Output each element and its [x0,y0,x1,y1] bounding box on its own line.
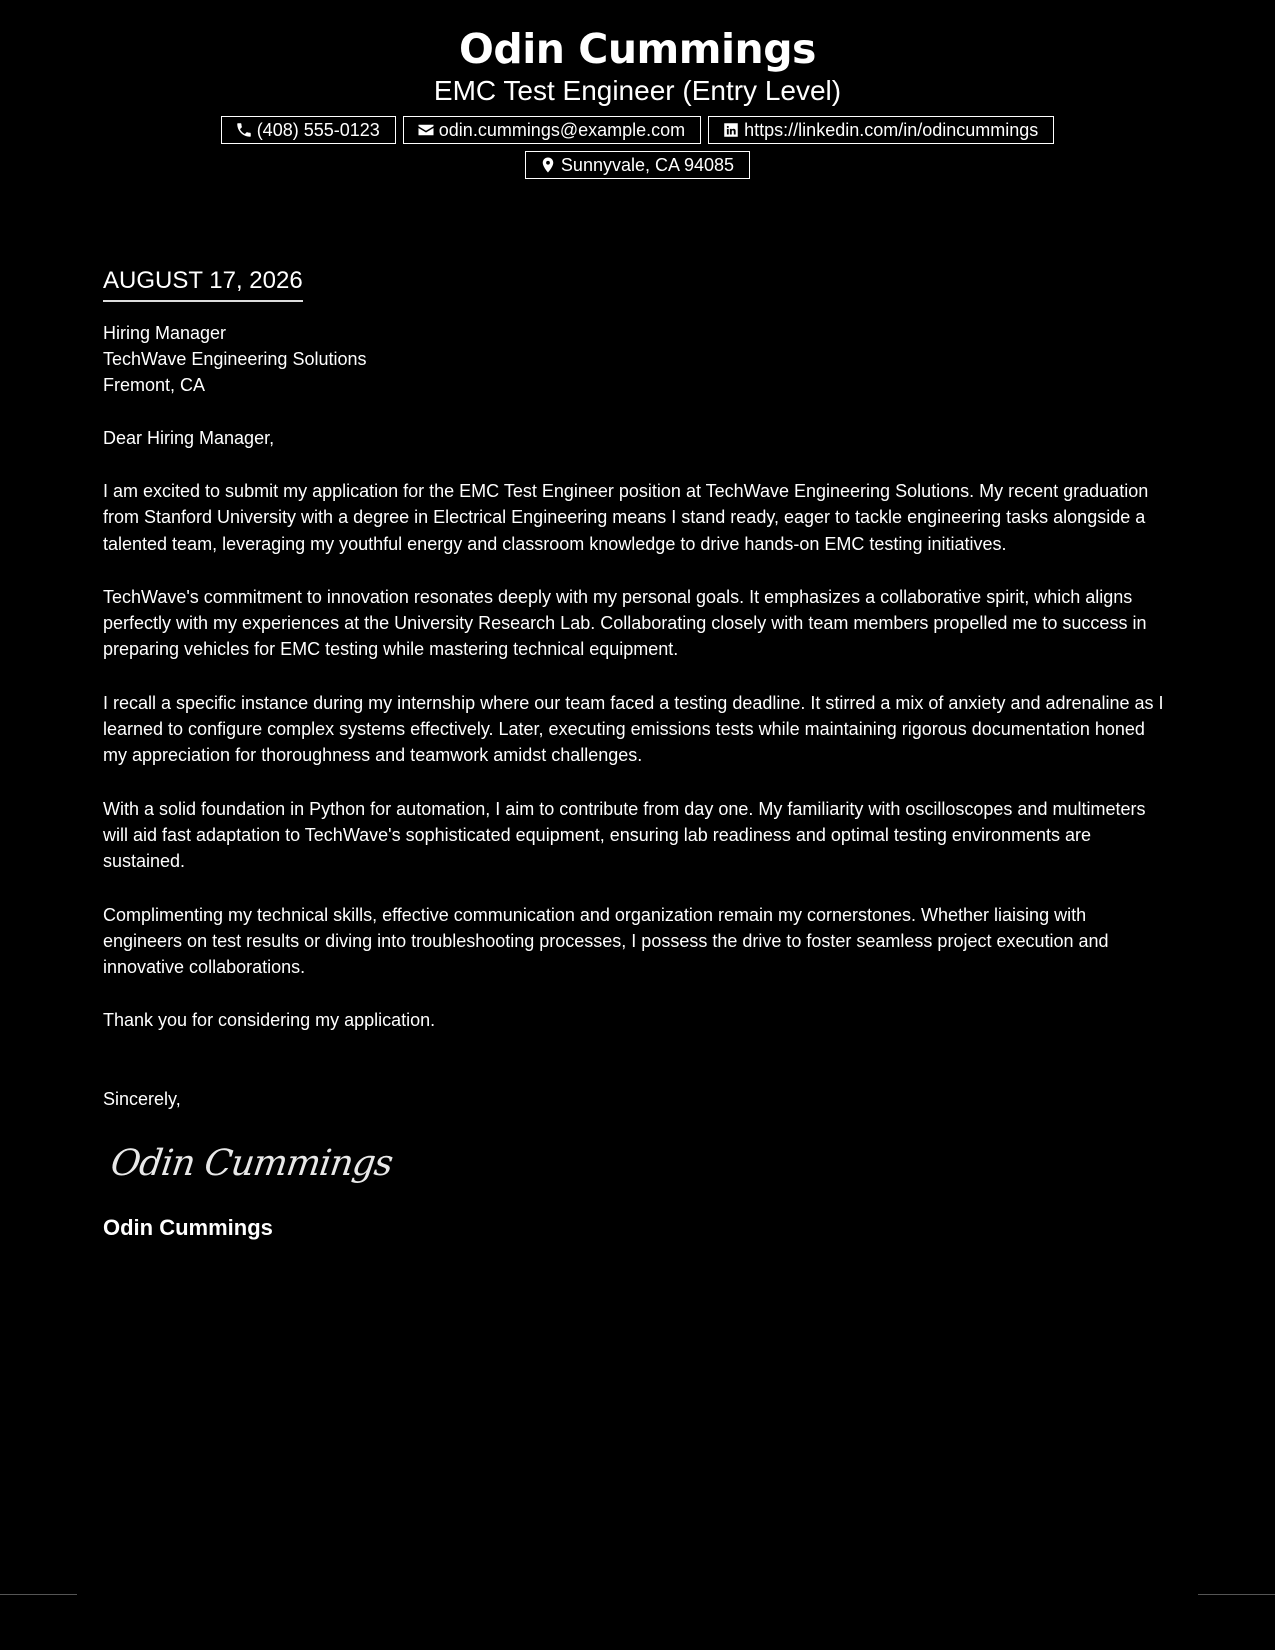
footer-divider-right [1198,1594,1275,1595]
map-marker-icon [539,156,557,174]
contact-row-primary [0,116,1275,144]
salutation: Dear Hiring Manager, [103,428,275,448]
paragraph: With a solid foundation in Python for automation, I aim to contribute from day one. My familiarity with oscilloscopes and multimeters will aid fast adaptation to TechWave's sophisticated equipment, ensuring lab readiness and optimal testing environments are sustained. [103,798,1146,872]
contact-email[interactable] [403,116,701,144]
envelope-icon [417,121,435,139]
recipient-company: TechWave Engineering Solutions [103,349,367,369]
phone-text: (408) 555-0123 [256,119,380,140]
contact-phone[interactable] [221,116,396,144]
job-title: EMC Test Engineer (Entry Level) [433,75,842,106]
contact-linkedin[interactable] [708,116,1054,144]
footer-divider-left [0,1594,77,1595]
paragraph: TechWave's commitment to innovation resonates deeply with my personal goals. It emphasizes a collaborative spirit, which aligns perfectly with my experiences at the University Research Lab. Collaborating closely with team members propelled me to success in preparing vehicles for EMC testing while mastering technical equipment. [103,586,1147,660]
email-text: odin.cummings@example.com [438,119,686,140]
contact-location [525,151,750,179]
paragraph: I am excited to submit my application for the EMC Test Engineer position at TechWave Engineering Solutions. My recent graduation from Stanford University with a degree in Electrical Engineering means I stand ready, eager to tackle engineering tasks alongside a talented team, leveraging my youthful energy and classroom knowledge to drive hands-on EMC testing initiatives. [103,481,1149,554]
signer-name: Odin Cummings [103,1214,273,1240]
paragraph: Complimenting my technical skills, effective communication and organization remain my cornerstones. Whether liaising with engineers on test results or diving into troubleshooting processes, I possess the drive to foster seamless project execution and innovative collaborations. [103,904,1109,978]
contact-row-secondary [0,151,1275,179]
paragraph: I recall a specific instance during my internship where our team faced a testing deadline. It stirred a mix of anxiety and adrenaline as I learned to configure complex systems effectively. Later, executing emissions tests while maintaining rigorous documentation honed my appreciation for thoroughness and teamwork amidst challenges. [103,692,1164,766]
closing: Sincerely, [103,1088,181,1109]
applicant-name: Odin Cummings [459,25,816,73]
linkedin-icon [722,121,740,139]
paragraph: Thank you for considering my application. [103,1010,436,1031]
letter-date: AUGUST 17, 2026 [103,264,303,302]
phone-icon [235,121,253,139]
linkedin-text: https://linkedin.com/in/odincummings [744,119,1039,140]
letter-header [0,0,1275,179]
location-text: Sunnyvale, CA 94085 [560,154,735,175]
recipient-location: Fremont, CA [103,375,206,395]
recipient-block [103,320,1168,398]
letter-body [103,264,1168,1242]
recipient-name: Hiring Manager [103,323,227,343]
signature: Odin Cummings [108,1142,395,1184]
